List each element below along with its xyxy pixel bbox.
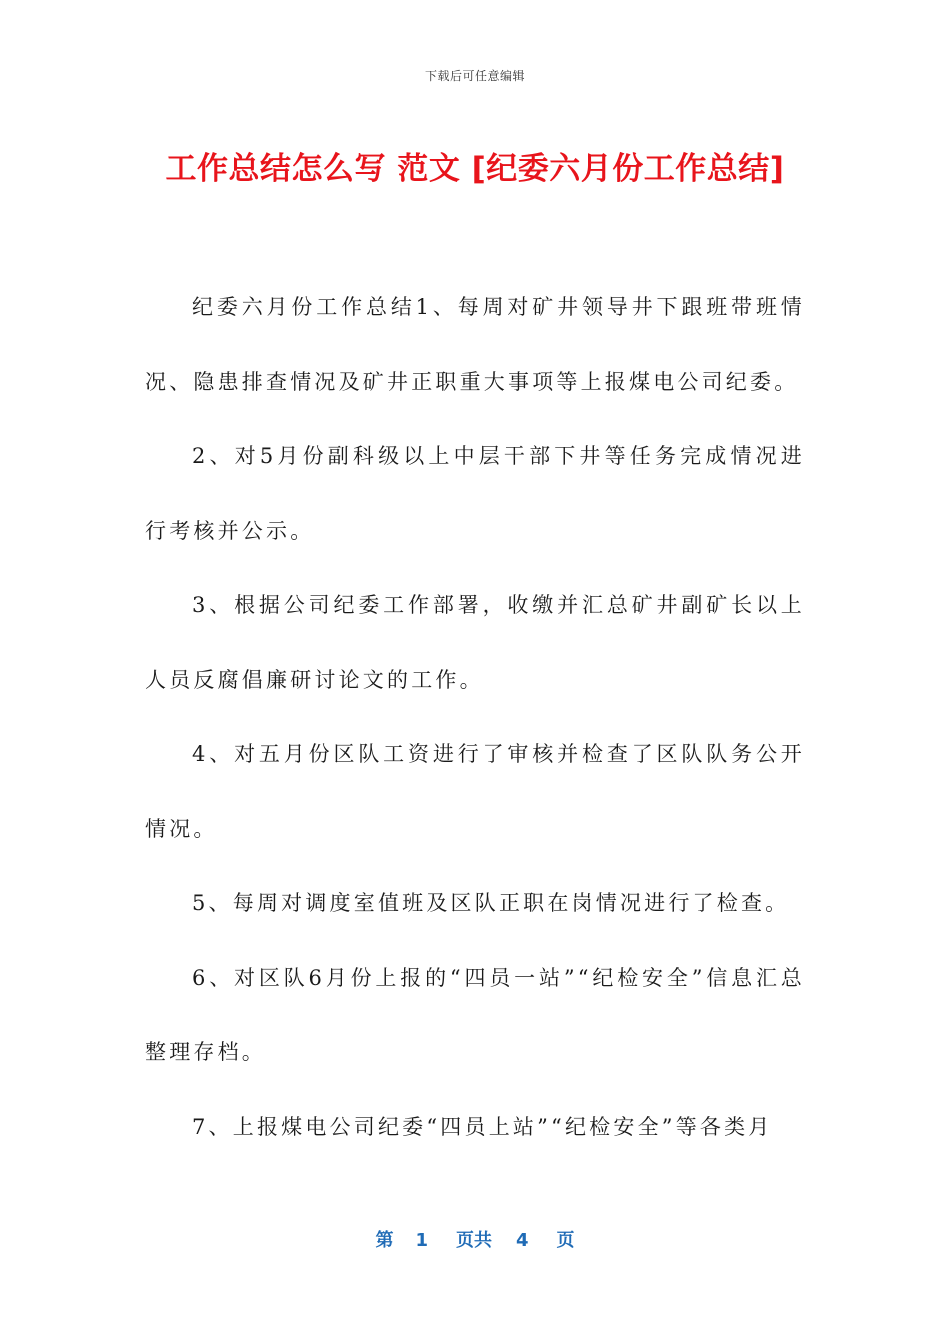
footer-current-page: 1	[415, 1230, 428, 1251]
footer-total-pages: 4	[516, 1230, 529, 1251]
paragraph-6: 6、对区队6月份上报的“四员一站”“纪检安全”信息汇总整理存档。	[145, 965, 805, 1064]
paragraph-3: 3、根据公司纪委工作部署，收缴并汇总矿井副矿长以上人员反腐倡廉研讨论文的工作。	[145, 593, 805, 692]
paragraph-4: 4、对五月份区队工资进行了审核并检查了区队队务公开情况。	[145, 742, 805, 841]
paragraph-2: 2、对5月份副科级以上中层干部下井等任务完成情况进行考核并公示。	[145, 444, 805, 543]
paragraph-5: 5、每周对调度室值班及区队正职在岗情况进行了检查。	[192, 891, 790, 915]
footer-page-prefix: 第	[375, 1230, 394, 1251]
header-note: 下载后可任意编辑	[424, 69, 525, 83]
document-body	[145, 270, 805, 1164]
footer-page-suffix: 页	[556, 1230, 575, 1251]
paragraph-1: 纪委六月份工作总结1、每周对矿井领导井下跟班带班情况、隐患排查情况及矿井正职重大事项等上报煤电公司纪委。	[145, 295, 805, 394]
document-title: 工作总结怎么写 范文 [纪委六月份工作总结]	[165, 151, 785, 187]
paragraph-7: 7、上报煤电公司纪委“四员上站”“纪检安全”等各类月	[192, 1114, 773, 1139]
page-footer	[0, 1226, 950, 1252]
footer-page-mid: 页共	[456, 1230, 492, 1251]
